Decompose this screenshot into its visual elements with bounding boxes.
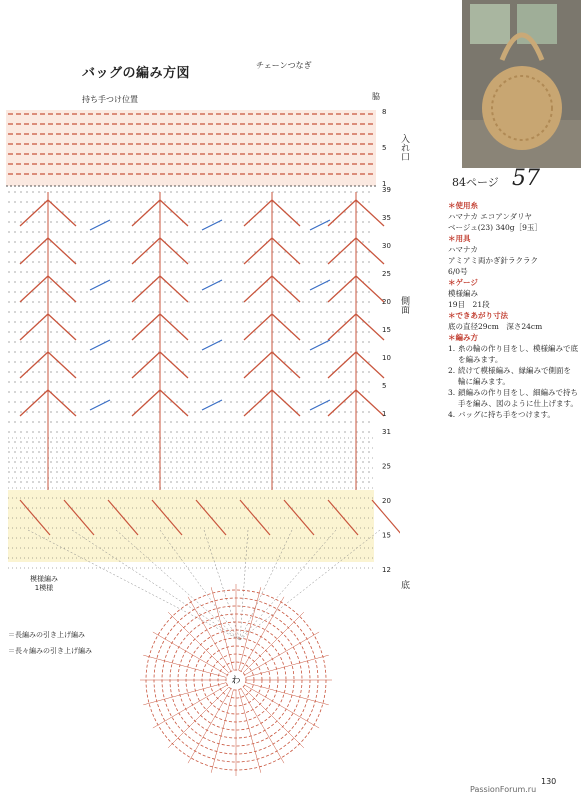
motif-branch-left xyxy=(20,352,48,378)
row-number: 20 xyxy=(382,298,391,306)
motif-branch-right xyxy=(160,276,188,302)
step-number: 2. xyxy=(448,366,456,375)
circle-spoke xyxy=(153,632,227,675)
info-line: 6/0号 xyxy=(448,267,468,276)
bag-photo xyxy=(462,0,581,168)
instruction-step xyxy=(448,409,578,420)
legend-item-2: ＝長々編みの引き上げ編み xyxy=(8,647,92,655)
row-number: 25 xyxy=(382,462,391,471)
step-number: 4. xyxy=(448,410,456,419)
info-line: ハマナカ エコアンダリヤ xyxy=(448,212,532,221)
circle-spoke xyxy=(241,689,284,763)
info-heading: ＊使用糸 xyxy=(448,201,478,210)
bag-photo-icon xyxy=(462,0,581,168)
motif-branch-right xyxy=(48,276,76,302)
row-number: 5 xyxy=(382,144,387,152)
circle-spoke xyxy=(188,597,231,671)
blue-mark xyxy=(310,280,330,290)
blue-mark xyxy=(202,280,222,290)
blue-mark xyxy=(90,280,110,290)
page-reference: 84ページ xyxy=(452,176,499,189)
step-number: 3. xyxy=(448,388,456,397)
section-label-bottom: 底 xyxy=(399,580,409,589)
info-line: 19目 21段 xyxy=(448,300,490,309)
page-number: 130 xyxy=(541,777,557,786)
motif-branch-left xyxy=(244,276,272,302)
circle-spoke xyxy=(246,683,329,705)
circle-spoke xyxy=(245,685,319,728)
step-text: 続けて模様編み、縁編みで側面を輪に編みます。 xyxy=(458,366,571,386)
row-number: 25 xyxy=(382,270,391,278)
blue-mark xyxy=(310,220,330,230)
bottom-fill xyxy=(8,490,374,562)
bottom-motif-stroke xyxy=(372,500,400,535)
motif-branch-left xyxy=(132,276,160,302)
row-number: 12 xyxy=(382,566,391,574)
motif-branch-right xyxy=(272,314,300,340)
bottom-section xyxy=(8,438,400,640)
row-number: 1 xyxy=(382,410,387,418)
motif-branch-right xyxy=(272,352,300,378)
section-label-mouth: 入れ口 xyxy=(399,134,409,161)
repeat-label xyxy=(30,575,58,593)
row-number: 39 xyxy=(382,186,391,194)
row-number: 35 xyxy=(382,214,391,222)
motif-branch-left xyxy=(20,276,48,302)
motif-branch-left xyxy=(132,314,160,340)
step-text: バッグに持ち手をつけます。 xyxy=(458,410,555,419)
info-heading: ＊編み方 xyxy=(448,333,478,342)
row-number: 8 xyxy=(382,108,387,116)
motif-branch-right xyxy=(160,314,188,340)
info-heading: ＊用具 xyxy=(448,234,471,243)
circle-spoke xyxy=(168,612,229,673)
row-number: 15 xyxy=(382,531,391,540)
motif-branch-right xyxy=(48,314,76,340)
blue-mark xyxy=(90,340,110,350)
step-number: 1. xyxy=(448,344,456,353)
handle-position-label: 持ち手つけ位置 xyxy=(82,95,138,104)
circle-spoke xyxy=(243,612,304,673)
step-text: 糸の輪の作り目をし、模様編みで底を編みます。 xyxy=(458,344,578,364)
motif-branch-right xyxy=(48,352,76,378)
info-line: ベージュ(23) 340g［9玉］ xyxy=(448,223,542,232)
repeat-label-text: 模様編み 1模様 xyxy=(30,575,58,592)
row-number: 5 xyxy=(382,382,387,390)
motif-branch-left xyxy=(328,352,356,378)
instruction-step xyxy=(448,365,578,387)
circle-spoke xyxy=(188,689,231,763)
diagram-title: バッグの編み方図 xyxy=(82,66,191,81)
motif-branch-left xyxy=(20,314,48,340)
motif-branch-left xyxy=(132,352,160,378)
motif-branch-right xyxy=(356,314,384,340)
row-number: 31 xyxy=(382,428,391,436)
blue-mark xyxy=(310,340,330,350)
blue-mark xyxy=(202,340,222,350)
blue-mark xyxy=(90,400,110,410)
instruction-step xyxy=(448,387,578,409)
step-text: 鎖編みの作り目をし、細編みで持ち手を編み、図のように仕上げます。 xyxy=(458,388,578,408)
motif-branch-left xyxy=(244,352,272,378)
circle-spoke xyxy=(168,687,229,748)
blue-mark xyxy=(202,400,222,410)
instruction-step xyxy=(448,343,578,365)
blue-mark xyxy=(310,400,330,410)
chain-join-label: チェーンつなぎ xyxy=(256,61,312,70)
materials-info xyxy=(448,200,578,420)
row-number: 1 xyxy=(382,180,387,188)
circle-spoke xyxy=(153,685,227,728)
blue-mark xyxy=(90,220,110,230)
circle-spoke xyxy=(211,690,233,773)
info-heading: ＊できあがり寸法 xyxy=(448,311,508,320)
pattern-number: 57 xyxy=(512,166,540,191)
mouth-band xyxy=(6,110,376,186)
mouth-band-fill xyxy=(6,110,376,186)
motif-branch-left xyxy=(328,276,356,302)
gusset-label: 脇 xyxy=(372,92,380,101)
info-line: アミアミ両かぎ針ラクラク xyxy=(448,256,538,265)
row-number: 15 xyxy=(382,326,391,334)
section-label-side: 側面 xyxy=(399,296,409,314)
motif-branch-right xyxy=(272,276,300,302)
circle-spoke xyxy=(245,632,319,675)
motif-branch-left xyxy=(328,314,356,340)
motif-branch-left xyxy=(244,314,272,340)
blue-mark xyxy=(202,220,222,230)
info-heading: ＊ゲージ xyxy=(448,278,478,287)
crochet-chart xyxy=(0,80,400,800)
motif-branch-right xyxy=(356,352,384,378)
row-number: 20 xyxy=(382,497,391,505)
watermark: PassionForum.ru xyxy=(470,785,537,794)
info-line: 底の直径29cm 深さ24cm xyxy=(448,322,543,331)
row-number: 30 xyxy=(382,242,391,250)
row-number: 10 xyxy=(382,354,391,362)
motif-branch-right xyxy=(356,276,384,302)
row-numbers xyxy=(382,108,391,574)
motif-branch-right xyxy=(160,352,188,378)
circle-spoke xyxy=(243,687,304,748)
info-line: 模様編み xyxy=(448,289,478,298)
info-line: ハマナカ xyxy=(448,245,478,254)
center-ring-mark: わ xyxy=(231,676,241,686)
legend-item-1: ＝長編みの引き上げ編み xyxy=(8,631,85,639)
